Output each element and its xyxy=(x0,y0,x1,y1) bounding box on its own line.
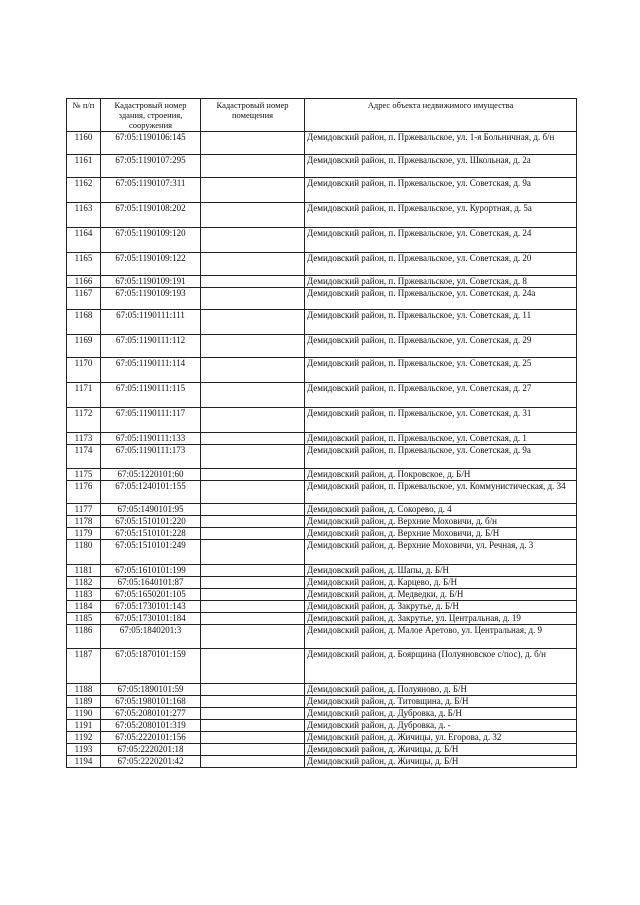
cadastral-number: 67:05:1190109:120 xyxy=(101,228,201,253)
row-number: 1182 xyxy=(67,577,101,589)
cadastral-number: 67:05:1190109:122 xyxy=(101,253,201,276)
property-address: Демидовский район, д. Жичицы, ул. Егорова, д. 32 xyxy=(305,732,577,744)
room-cadastral-number xyxy=(201,383,305,408)
table-row xyxy=(67,577,577,589)
table-row xyxy=(67,178,577,203)
cadastral-number: 67:05:1190111:115 xyxy=(101,383,201,408)
property-address: Демидовский район, п. Пржевальское, ул. Советская, д. 29 xyxy=(305,335,577,358)
property-address: Демидовский район, д. Карцево, д. Б/Н xyxy=(305,577,577,589)
property-address: Демидовский район, д. Полуяново, д. Б/Н xyxy=(305,684,577,696)
room-cadastral-number xyxy=(201,469,305,481)
cadastral-number: 67:05:1650201:105 xyxy=(101,589,201,601)
property-address: Демидовский район, п. Пржевальское, ул. Советская, д. 9а xyxy=(305,178,577,203)
cadastral-number: 67:05:1190106:145 xyxy=(101,132,201,155)
table-row xyxy=(67,528,577,540)
room-cadastral-number xyxy=(201,744,305,756)
row-number: 1193 xyxy=(67,744,101,756)
row-number: 1188 xyxy=(67,684,101,696)
table-row xyxy=(67,625,577,649)
room-cadastral-number xyxy=(201,310,305,335)
row-number: 1164 xyxy=(67,228,101,253)
table-row xyxy=(67,445,577,469)
room-cadastral-number xyxy=(201,132,305,155)
room-cadastral-number xyxy=(201,696,305,708)
table-row xyxy=(67,649,577,684)
property-address: Демидовский район, п. Пржевальское, ул. Советская, д. 25 xyxy=(305,358,577,383)
table-row xyxy=(67,481,577,504)
table-row xyxy=(67,684,577,696)
row-number: 1186 xyxy=(67,625,101,649)
room-cadastral-number xyxy=(201,408,305,433)
property-address: Демидовский район, д. Боярщина (Полуяновское с/пос), д. б/н xyxy=(305,649,577,684)
table-body xyxy=(67,132,577,768)
table-row xyxy=(67,732,577,744)
table-row xyxy=(67,589,577,601)
room-cadastral-number xyxy=(201,601,305,613)
cadastral-number: 67:05:1510101:249 xyxy=(101,540,201,565)
property-address: Демидовский район, д. Сокорево, д. 4 xyxy=(305,504,577,516)
table-row xyxy=(67,720,577,732)
cadastral-number: 67:05:1980101:168 xyxy=(101,696,201,708)
table-row xyxy=(67,433,577,445)
property-address: Демидовский район, д. Верхние Моховичи, д. б/н xyxy=(305,516,577,528)
room-cadastral-number xyxy=(201,178,305,203)
header-cadastral-room: Кадастровый номер помещения xyxy=(201,99,305,132)
table-row xyxy=(67,288,577,310)
row-number: 1183 xyxy=(67,589,101,601)
table-row xyxy=(67,310,577,335)
cadastral-number: 67:05:1190111:173 xyxy=(101,445,201,469)
property-address: Демидовский район, д. Малое Аретово, ул. Центральная, д. 9 xyxy=(305,625,577,649)
property-address: Демидовский район, д. Закрутье, д. Б/Н xyxy=(305,601,577,613)
room-cadastral-number xyxy=(201,565,305,577)
row-number: 1189 xyxy=(67,696,101,708)
property-address: Демидовский район, п. Пржевальское, ул. Коммунистическая, д. 34 xyxy=(305,481,577,504)
table-row xyxy=(67,383,577,408)
property-address: Демидовский район, п. Пржевальское, ул. Советская, д. 24 xyxy=(305,228,577,253)
property-address: Демидовский район, д. Покровское, д. Б/Н xyxy=(305,469,577,481)
cadastral-number: 67:05:1190111:111 xyxy=(101,310,201,335)
row-number: 1178 xyxy=(67,516,101,528)
row-number: 1169 xyxy=(67,335,101,358)
cadastral-number: 67:05:2220201:42 xyxy=(101,756,201,768)
table-row xyxy=(67,469,577,481)
room-cadastral-number xyxy=(201,516,305,528)
property-address: Демидовский район, д. Верхние Моховичи, ул. Речная, д. 3 xyxy=(305,540,577,565)
property-address: Демидовский район, д. Дубровка, д. - xyxy=(305,720,577,732)
room-cadastral-number xyxy=(201,732,305,744)
row-number: 1184 xyxy=(67,601,101,613)
property-registry-table xyxy=(66,98,577,768)
table-row xyxy=(67,276,577,288)
cadastral-number: 67:05:1190107:311 xyxy=(101,178,201,203)
cadastral-number: 67:05:1490101:95 xyxy=(101,504,201,516)
row-number: 1185 xyxy=(67,613,101,625)
room-cadastral-number xyxy=(201,276,305,288)
cadastral-number: 67:05:1190109:191 xyxy=(101,276,201,288)
room-cadastral-number xyxy=(201,625,305,649)
row-number: 1161 xyxy=(67,155,101,178)
property-address: Демидовский район, д. Закрутье, ул. Центральная, д. 19 xyxy=(305,613,577,625)
row-number: 1191 xyxy=(67,720,101,732)
table-row xyxy=(67,540,577,565)
table-row xyxy=(67,155,577,178)
property-address: Демидовский район, п. Пржевальское, ул. Курортная, д. 5а xyxy=(305,203,577,228)
header-number: № п/п xyxy=(67,99,101,132)
row-number: 1190 xyxy=(67,708,101,720)
property-address: Демидовский район, д. Титовщина, д. Б/Н xyxy=(305,696,577,708)
room-cadastral-number xyxy=(201,540,305,565)
row-number: 1172 xyxy=(67,408,101,433)
cadastral-number: 67:05:1190111:117 xyxy=(101,408,201,433)
room-cadastral-number xyxy=(201,335,305,358)
row-number: 1180 xyxy=(67,540,101,565)
room-cadastral-number xyxy=(201,720,305,732)
property-address: Демидовский район, п. Пржевальское, ул. Советская, д. 20 xyxy=(305,253,577,276)
row-number: 1179 xyxy=(67,528,101,540)
cadastral-number: 67:05:1190111:133 xyxy=(101,433,201,445)
row-number: 1176 xyxy=(67,481,101,504)
row-number: 1171 xyxy=(67,383,101,408)
room-cadastral-number xyxy=(201,649,305,684)
property-address: Демидовский район, п. Пржевальское, ул. Советская, д. 8 xyxy=(305,276,577,288)
table-row xyxy=(67,408,577,433)
property-address: Демидовский район, д. Медведки, д. Б/Н xyxy=(305,589,577,601)
room-cadastral-number xyxy=(201,756,305,768)
property-address: Демидовский район, п. Пржевальское, ул. Советская, д. 24а xyxy=(305,288,577,310)
table-row xyxy=(67,708,577,720)
table-row xyxy=(67,203,577,228)
property-address: Демидовский район, п. Пржевальское, ул. Советская, д. 27 xyxy=(305,383,577,408)
cadastral-number: 67:05:1510101:220 xyxy=(101,516,201,528)
property-address: Демидовский район, д. Дубровка, д. Б/Н xyxy=(305,708,577,720)
row-number: 1165 xyxy=(67,253,101,276)
cadastral-number: 67:05:2220201:18 xyxy=(101,744,201,756)
table-row xyxy=(67,253,577,276)
cadastral-number: 67:05:1190109:193 xyxy=(101,288,201,310)
room-cadastral-number xyxy=(201,613,305,625)
room-cadastral-number xyxy=(201,504,305,516)
table-row xyxy=(67,565,577,577)
cadastral-number: 67:05:1840201:3 xyxy=(101,625,201,649)
room-cadastral-number xyxy=(201,433,305,445)
property-address: Демидовский район, д. Жичицы, д. Б/Н xyxy=(305,744,577,756)
row-number: 1187 xyxy=(67,649,101,684)
row-number: 1162 xyxy=(67,178,101,203)
property-address: Демидовский район, п. Пржевальское, ул. Школьная, д. 2а xyxy=(305,155,577,178)
table-row xyxy=(67,601,577,613)
row-number: 1175 xyxy=(67,469,101,481)
table-row xyxy=(67,132,577,155)
cadastral-number: 67:05:2080101:319 xyxy=(101,720,201,732)
room-cadastral-number xyxy=(201,155,305,178)
table-row xyxy=(67,756,577,768)
property-address: Демидовский район, п. Пржевальское, ул. Советская, д. 11 xyxy=(305,310,577,335)
cadastral-number: 67:05:2080101:277 xyxy=(101,708,201,720)
cadastral-number: 67:05:1220101:60 xyxy=(101,469,201,481)
room-cadastral-number xyxy=(201,684,305,696)
property-address: Демидовский район, д. Шапы, д. Б/Н xyxy=(305,565,577,577)
table-row xyxy=(67,358,577,383)
row-number: 1168 xyxy=(67,310,101,335)
property-address: Демидовский район, п. Пржевальское, ул. Советская, д. 9а xyxy=(305,445,577,469)
room-cadastral-number xyxy=(201,203,305,228)
room-cadastral-number xyxy=(201,445,305,469)
row-number: 1166 xyxy=(67,276,101,288)
room-cadastral-number xyxy=(201,481,305,504)
table-row xyxy=(67,504,577,516)
cadastral-number: 67:05:1890101:59 xyxy=(101,684,201,696)
cadastral-number: 67:05:1190111:114 xyxy=(101,358,201,383)
header-cadastral-building: Кадастровый номер здания, строения, сооружения xyxy=(101,99,201,132)
property-address: Демидовский район, д. Жичицы, д. Б/Н xyxy=(305,756,577,768)
property-address: Демидовский район, п. Пржевальское, ул. Советская, д. 1 xyxy=(305,433,577,445)
table-header-row xyxy=(67,99,577,132)
table-row xyxy=(67,613,577,625)
cadastral-number: 67:05:1730101:184 xyxy=(101,613,201,625)
row-number: 1170 xyxy=(67,358,101,383)
row-number: 1174 xyxy=(67,445,101,469)
table-row xyxy=(67,696,577,708)
header-address: Адрес объекта недвижимого имущества xyxy=(305,99,577,132)
room-cadastral-number xyxy=(201,228,305,253)
room-cadastral-number xyxy=(201,708,305,720)
table-row xyxy=(67,516,577,528)
cadastral-number: 67:05:1190111:112 xyxy=(101,335,201,358)
table-row xyxy=(67,744,577,756)
table-row xyxy=(67,228,577,253)
table-row xyxy=(67,335,577,358)
cadastral-number: 67:05:1240101:155 xyxy=(101,481,201,504)
room-cadastral-number xyxy=(201,528,305,540)
property-address: Демидовский район, п. Пржевальское, ул. 1-я Больничная, д. б/н xyxy=(305,132,577,155)
cadastral-number: 67:05:1870101:159 xyxy=(101,649,201,684)
cadastral-number: 67:05:2220101:156 xyxy=(101,732,201,744)
row-number: 1192 xyxy=(67,732,101,744)
row-number: 1160 xyxy=(67,132,101,155)
room-cadastral-number xyxy=(201,253,305,276)
cadastral-number: 67:05:1190108:202 xyxy=(101,203,201,228)
cadastral-number: 67:05:1610101:199 xyxy=(101,565,201,577)
room-cadastral-number xyxy=(201,358,305,383)
cadastral-number: 67:05:1730101:143 xyxy=(101,601,201,613)
room-cadastral-number xyxy=(201,577,305,589)
row-number: 1194 xyxy=(67,756,101,768)
row-number: 1177 xyxy=(67,504,101,516)
room-cadastral-number xyxy=(201,589,305,601)
property-address: Демидовский район, д. Верхние Моховичи, д. Б/Н xyxy=(305,528,577,540)
row-number: 1181 xyxy=(67,565,101,577)
row-number: 1173 xyxy=(67,433,101,445)
cadastral-number: 67:05:1640101:87 xyxy=(101,577,201,589)
cadastral-number: 67:05:1190107:295 xyxy=(101,155,201,178)
room-cadastral-number xyxy=(201,288,305,310)
property-address: Демидовский район, п. Пржевальское, ул. Советская, д. 31 xyxy=(305,408,577,433)
row-number: 1167 xyxy=(67,288,101,310)
cadastral-number: 67:05:1510101:228 xyxy=(101,528,201,540)
row-number: 1163 xyxy=(67,203,101,228)
